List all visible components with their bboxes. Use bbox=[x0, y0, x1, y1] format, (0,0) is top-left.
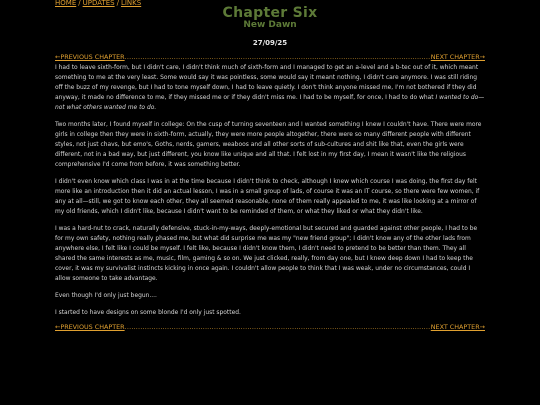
nav-separator: / bbox=[78, 0, 81, 7]
chapter-nav-top bbox=[55, 53, 485, 61]
paragraph: I started to have designs on some blonde I'd only just spotted. bbox=[55, 309, 241, 316]
page bbox=[55, 0, 485, 331]
paragraph: Two months later, I found myself in college: On the cusp of turning seventeen and I wanted something I knew I couldn't have. There were more girls in college then they were in sixth-form, actually, they were more people altogether, there were so many different people with different styles, not just chavs, but emo's, Goths, nerds, gamers, weaboos and all other sorts of sub-cultures and shit like that, even the girls were different, not in a bad way, but just different, you know like unique and all that. I felt lost in my first day, I mean it wasn't like the religious comprehensive I'd come from before, it was something better. bbox=[55, 121, 482, 168]
chapter-body bbox=[55, 63, 485, 318]
nav-dotted-divider bbox=[125, 323, 431, 331]
paragraph: I had to leave sixth-form, but I didn't care, I didn't think much of sixth-form and I managed to get an a-level and a b-tec out of it, which meant something to me at the very least. Some would say it was pointless, some would say it meant nothing, I didn't care anymore. I was still riding off the buzz of my revenge, but I had to tone myself down, I had to leave quietly. I don't think anyone missed me, I'm not bothered if they did anyway, it made no difference to me, if they missed me or if they didn't miss me. I had to be myself, for once, I had to do what I wanted to do—not what others wanted me to do. bbox=[55, 64, 485, 111]
chapter-date: 27/09/25 bbox=[252, 39, 288, 47]
nav-separator: / bbox=[116, 0, 119, 7]
paragraph-emphasis: I wanted to do—not what others wanted me to do. bbox=[55, 94, 485, 111]
chapter-title: Chapter Six bbox=[222, 5, 318, 21]
paragraph: I didn't even know which class I was in at the time because I didn't think to check, although I knew which course I was doing, the first day felt more like an introduction then it did an actual lesson, I was in a small group of lads, of course it was an IT course, so there were few women, if any at all—still, we got to know each other, they all seemed reasonable, none of them really appealed to me, it was like looking at a mirror of my old friends, which I didn't like, because I didn't want to be reminded of them, or what they liked or what they didn't like. bbox=[55, 178, 480, 215]
nav-dotted-divider bbox=[125, 53, 431, 61]
next-chapter-link[interactable]: NEXT CHAPTER→ bbox=[430, 53, 485, 61]
top-nav bbox=[55, 0, 141, 8]
previous-chapter-link[interactable]: ←PREVIOUS CHAPTER bbox=[55, 323, 125, 331]
links-link[interactable]: LINKS bbox=[120, 0, 142, 7]
chapter-nav-bottom bbox=[55, 323, 485, 331]
home-link[interactable]: HOME bbox=[55, 0, 77, 7]
next-chapter-link[interactable]: NEXT CHAPTER→ bbox=[430, 323, 485, 331]
paragraph: I was a hard-nut to crack, naturally defensive, stuck-in-my-ways, deeply-emotional but secured and guarded against other people, I had to be for my own safety, nothing really phased me, but what did surprise me was my "new friend group"; I didn't know any of the other lads from anywhere else, I felt like I could be myself. I felt like, because I didn't know them, I didn't need to pretend to be better than them. They all shared the same interests as me, music, film, gaming & so on. We just clicked, really, from day one, but I knew deep down I had to keep the cover, it was my survivalist instincts kicking in once again. I couldn't allow people to think that I was weak, under no circumstances, could I allow someone to take advantage. bbox=[55, 225, 478, 282]
chapter-subtitle: New Dawn bbox=[243, 20, 297, 30]
paragraph: Even though I'd only just begun.... bbox=[55, 292, 157, 299]
updates-link[interactable]: UPDATES bbox=[82, 0, 115, 7]
previous-chapter-link[interactable]: ←PREVIOUS CHAPTER bbox=[55, 53, 125, 61]
